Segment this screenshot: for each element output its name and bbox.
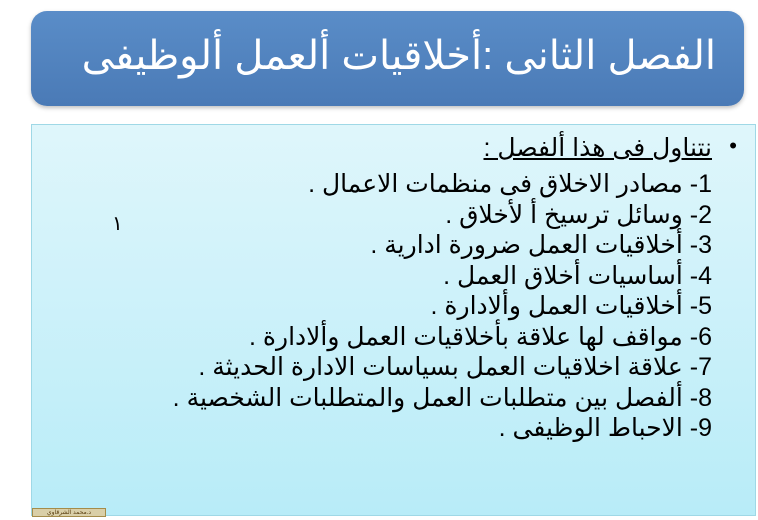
list-item: 3- أخلاقيات العمل ضرورة ادارية . <box>370 231 712 259</box>
slide-title-box <box>31 11 744 106</box>
slide-content-box <box>31 124 756 516</box>
list-item: 1- مصادر الاخلاق فى منظمات الاعمال . <box>308 170 712 198</box>
author-stamp: د.محمد الشرقاوي <box>32 508 106 517</box>
list-item: 7- علاقة اخلاقيات العمل بسياسات الادارة الحديثة . <box>198 353 712 381</box>
topic-list <box>173 169 712 444</box>
list-item: 6- مواقف لها علاقة بأخلاقيات العمل وألادارة . <box>249 322 712 351</box>
intro-text: نتناول فى هذا ألفصل : <box>483 134 712 162</box>
list-item: 9- الاحباط الوظيفى . <box>498 414 712 442</box>
list-item: 4- أساسيات أخلاق العمل . <box>443 261 712 290</box>
stray-mark: ١ <box>112 213 123 235</box>
slide-title: الفصل الثانى :أخلاقيات ألعمل ألوظيفى <box>81 34 716 78</box>
list-item: 2- وسائل ترسيخ أ لأخلاق . <box>445 200 712 229</box>
list-item: 5- أخلاقيات العمل وألادارة . <box>430 292 712 320</box>
list-item: 8- ألفصل بين متطلبات العمل والمتطلبات الشخصية . <box>172 383 712 412</box>
bullet-icon: • <box>729 133 737 158</box>
